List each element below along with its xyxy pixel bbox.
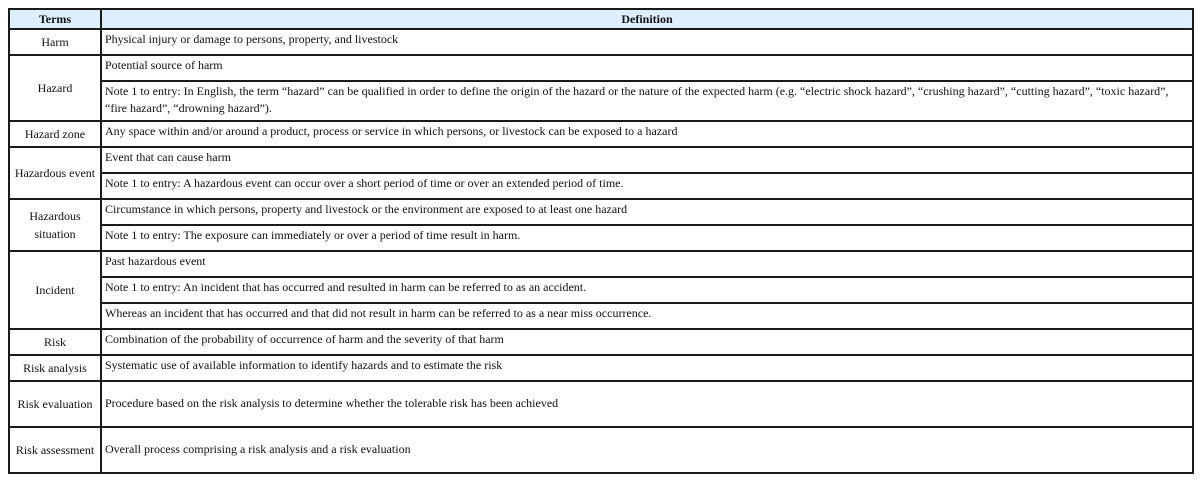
table-row-hazardous-event-note: [9, 173, 1193, 199]
terms-column-header: Terms: [9, 9, 101, 29]
term-cell: Incident: [9, 251, 101, 329]
term-cell: Risk evaluation: [9, 381, 101, 427]
table-row-risk: [9, 329, 1193, 355]
definition-cell: Potential source of harm: [101, 55, 1193, 81]
table-row-risk-evaluation: [9, 381, 1193, 427]
table-row-risk-assessment: [9, 427, 1193, 473]
table-row-hazardous-event: [9, 147, 1193, 173]
term-cell: Risk: [9, 329, 101, 355]
table-row-hazardous-situation-note: [9, 225, 1193, 251]
definition-note-cell: Note 1 to entry: An incident that has occurred and resulted in harm can be referred to as an accident.: [101, 277, 1193, 303]
definition-cell: Combination of the probability of occurrence of harm and the severity of that harm: [101, 329, 1193, 355]
definition-note-cell: Note 1 to entry: A hazardous event can occur over a short period of time or over an extended period of time.: [101, 173, 1193, 199]
term-cell: Risk analysis: [9, 355, 101, 381]
definition-note-cell: Whereas an incident that has occurred and that did not result in harm can be referred to as a near miss occurrence.: [101, 303, 1193, 329]
definition-cell: Past hazardous event: [101, 251, 1193, 277]
definition-cell: Procedure based on the risk analysis to determine whether the tolerable risk has been achieved: [101, 381, 1193, 427]
table-row-incident-note-2: [9, 303, 1193, 329]
term-cell: Risk assessment: [9, 427, 101, 473]
table-row-incident: [9, 251, 1193, 277]
definition-cell: Circumstance in which persons, property and livestock or the environment are exposed to at least one hazard: [101, 199, 1193, 225]
table-row-hazard: [9, 55, 1193, 81]
definition-cell: Any space within and/or around a product, process or service in which persons, or livestock can be exposed to a hazard: [101, 121, 1193, 147]
term-cell: Hazardous situation: [9, 199, 101, 251]
terms-definitions-table: [8, 8, 1194, 474]
table-row-risk-analysis: [9, 355, 1193, 381]
table-row-harm: [9, 29, 1193, 55]
definition-column-header: Definition: [101, 9, 1193, 29]
term-cell: Hazardous event: [9, 147, 101, 199]
term-cell: Hazard: [9, 55, 101, 121]
definition-cell: Overall process comprising a risk analysis and a risk evaluation: [101, 427, 1193, 473]
term-cell: Hazard zone: [9, 121, 101, 147]
table-row-incident-note: [9, 277, 1193, 303]
table-row-hazard-zone: [9, 121, 1193, 147]
term-cell: Harm: [9, 29, 101, 55]
definition-note-cell: Note 1 to entry: The exposure can immediately or over a period of time result in harm.: [101, 225, 1193, 251]
definition-cell: Physical injury or damage to persons, property, and livestock: [101, 29, 1193, 55]
definition-note-cell: Note 1 to entry: In English, the term “hazard” can be qualified in order to define the origin of the hazard or the nature of the expected harm (e.g. “electric shock hazard”, “crushing hazard”, “cutting hazard”, “toxic hazard”, “fire hazard”, “drowning hazard”).: [101, 81, 1193, 121]
definition-cell: Systematic use of available information to identify hazards and to estimate the risk: [101, 355, 1193, 381]
table-row-hazard-note: [9, 81, 1193, 121]
terms-table-container: [8, 8, 1192, 474]
table-row-hazardous-situation: [9, 199, 1193, 225]
definition-cell: Event that can cause harm: [101, 147, 1193, 173]
table-header-row: [9, 9, 1193, 29]
